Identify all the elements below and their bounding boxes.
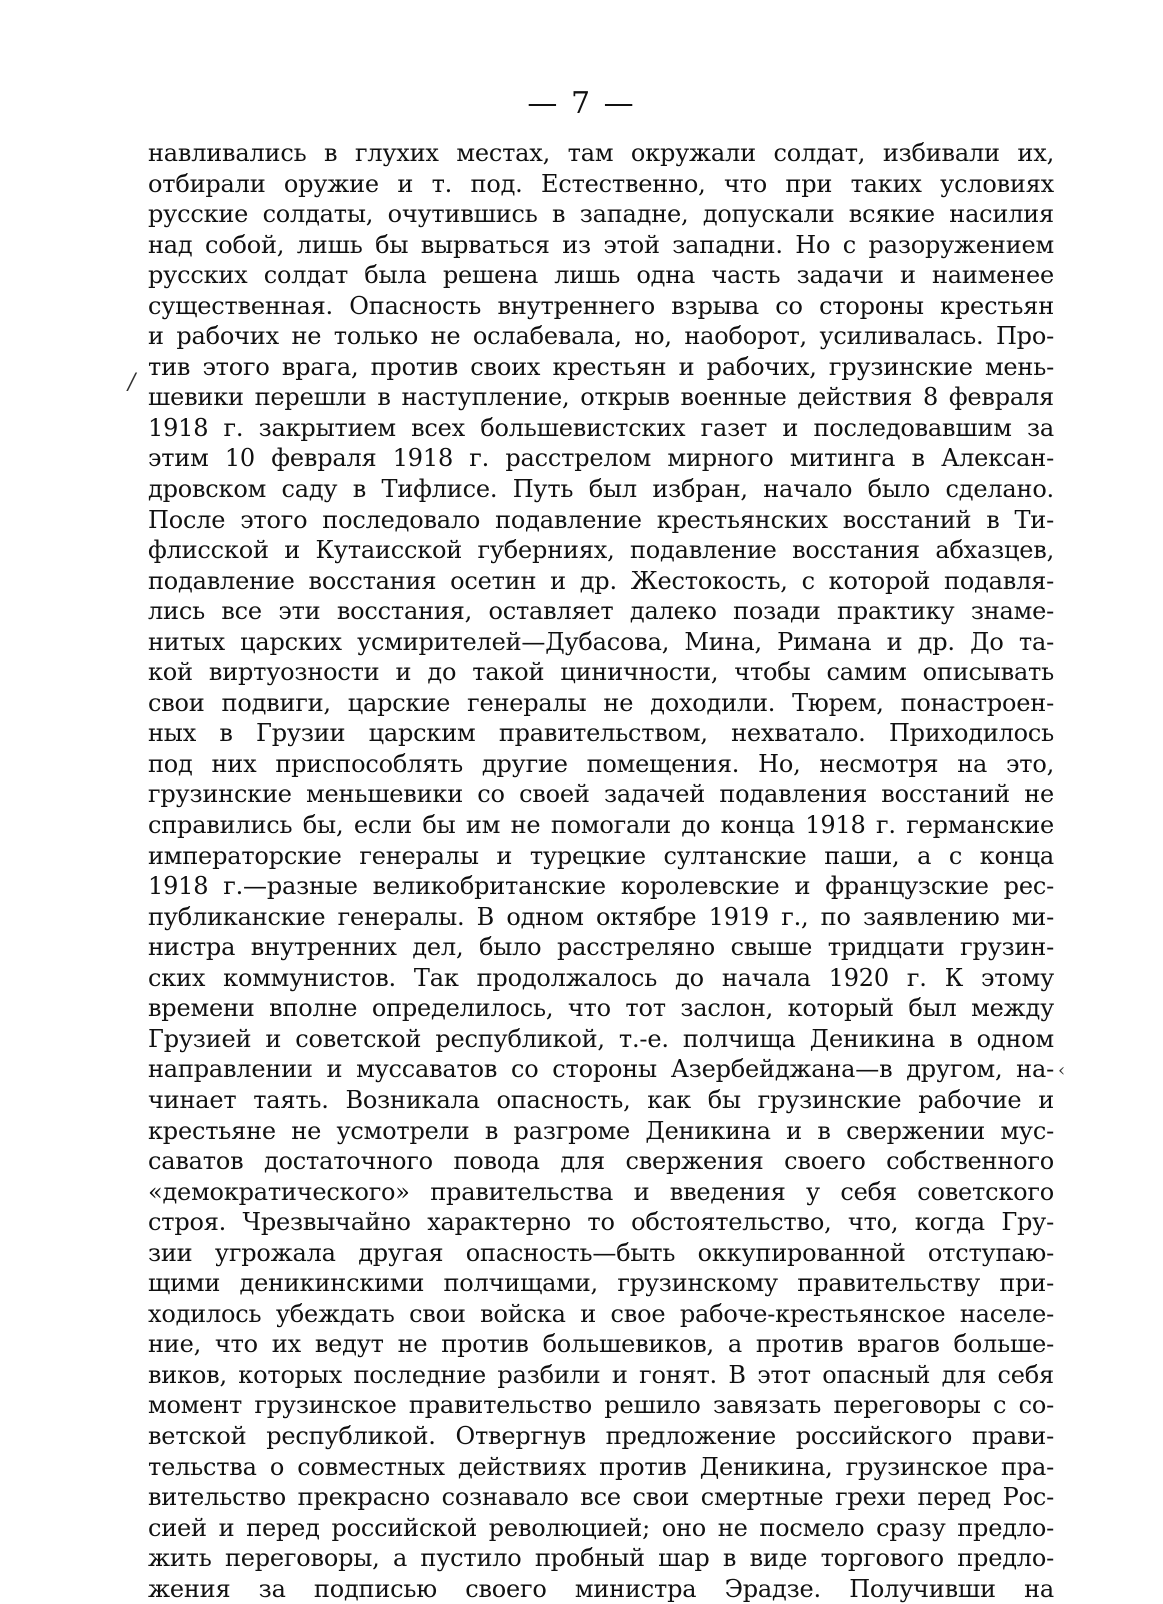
text-line: зии угрожала другая опасность—быть оккупированной отступаю- <box>148 1238 1054 1267</box>
text-line: над собой, лишь бы вырваться из этой западни. Но с разоружением <box>148 230 1054 259</box>
text-line: под них приспособлять другие помещения. Но, несмотря на это, <box>148 749 1054 778</box>
body-text <box>148 138 1054 1604</box>
text-line: чинает таять. Возникала опасность, как бы грузинские рабочие и <box>148 1085 1054 1114</box>
text-line: этим 10 февраля 1918 г. расстрелом мирного митинга в Алексан- <box>148 444 1054 473</box>
text-line: сией и перед российской революцией; оно не посмело сразу предло- <box>148 1513 1054 1542</box>
text-line: направлении и муссаватов со стороны Азербейджана—в другом, на- <box>148 1055 1054 1084</box>
text-line: строя. Чрезвычайно характерно то обстоятельство, что, когда Гру- <box>148 1208 1054 1237</box>
text-line: лись все эти восстания, оставляет далеко позади практику знаме- <box>148 597 1054 626</box>
text-line: ских коммунистов. Так продолжалось до начала 1920 г. К этому <box>148 963 1054 992</box>
text-line: ние, что их ведут не против большевиков, а против врагов больше- <box>148 1330 1054 1359</box>
text-line: 1918 г.—разные великобританские королевские и французские рес- <box>148 872 1054 901</box>
margin-mark-left: / <box>128 370 136 395</box>
text-line: саватов достаточного повода для свержения своего собственного <box>148 1147 1054 1176</box>
text-line: шевики перешли в наступление, открыв военные действия 8 февраля <box>148 383 1054 412</box>
text-line: русские солдаты, очутившись в западне, допускали всякие насилия <box>148 200 1054 229</box>
text-line: виков, которых последние разбили и гонят. В этот опасный для себя <box>148 1360 1054 1389</box>
text-line: вительство прекрасно сознавало все свои смертные грехи перед Рос- <box>148 1483 1054 1512</box>
text-line: публиканские генералы. В одном октябре 1919 г., по заявлению ми- <box>148 902 1054 931</box>
text-line: и рабочих не только не ослабевала, но, наоборот, усиливалась. Про- <box>148 322 1054 351</box>
text-line: ных в Грузии царским правительством, нехватало. Приходилось <box>148 719 1054 748</box>
text-line: тив этого врага, против своих крестьян и рабочих, грузинские мень- <box>148 352 1054 381</box>
text-line: справились бы, если бы им не помогали до конца 1918 г. германские <box>148 811 1054 840</box>
text-line: Грузией и советской республикой, т.-е. полчища Деникина в одном <box>148 1024 1054 1053</box>
text-line: ходилось убеждать свои войска и свое рабоче-крестьянское населе- <box>148 1299 1054 1328</box>
text-line: отбирали оружие и т. под. Естественно, что при таких условиях <box>148 169 1054 198</box>
text-line: тельства о совместных действиях против Деникина, грузинское пра- <box>148 1452 1054 1481</box>
text-line: кой виртуозности и до такой циничности, чтобы самим описывать <box>148 658 1054 687</box>
text-line: свои подвиги, царские генералы не доходили. Тюрем, понастроен- <box>148 688 1054 717</box>
text-line: нистра внутренних дел, было расстреляно свыше тридцати грузин- <box>148 933 1054 962</box>
page-number: — 7 — <box>527 86 636 121</box>
text-line: флисской и Кутаисской губерниях, подавление восстания абхазцев, <box>148 536 1054 565</box>
text-line: нитых царских усмирителей—Дубасова, Мина, Римана и др. До та- <box>148 627 1054 656</box>
text-line: После этого последовало подавление крестьянских восстаний в Ти- <box>148 505 1054 534</box>
text-line: жить переговоры, а пустило пробный шар в виде торгового предло- <box>148 1544 1054 1573</box>
text-line: дровском саду в Тифлисе. Путь был избран, начало было сделано. <box>148 475 1054 504</box>
text-line: грузинские меньшевики со своей задачей подавления восстаний не <box>148 780 1054 809</box>
text-line: времени вполне определилось, что тот заслон, который был между <box>148 994 1054 1023</box>
text-line: «демократического» правительства и введения у себя советского <box>148 1177 1054 1206</box>
text-line: ветской республикой. Отвергнув предложение российского прави- <box>148 1421 1054 1450</box>
text-line: жения за подписью своего министра Эрадзе. Получивши на <box>148 1574 1054 1603</box>
text-line: императорские генералы и турецкие султанские паши, а с конца <box>148 841 1054 870</box>
text-line: существенная. Опасность внутреннего взрыва со стороны крестьян <box>148 291 1054 320</box>
text-line: 1918 г. закрытием всех большевистских газет и последовавшим за <box>148 413 1054 442</box>
text-line: русских солдат была решена лишь одна часть задачи и наименее <box>148 261 1054 290</box>
margin-mark-right: ‹ <box>1058 1060 1066 1081</box>
text-line: щими деникинскими полчищами, грузинскому правительству при- <box>148 1269 1054 1298</box>
text-line: крестьяне не усмотрели в разгроме Деникина и в свержении мус- <box>148 1116 1054 1145</box>
text-line: подавление восстания осетин и др. Жестокость, с которой подавля- <box>148 566 1054 595</box>
text-line: момент грузинское правительство решило завязать переговоры с со- <box>148 1391 1054 1420</box>
text-line: навливались в глухих местах, там окружали солдат, избивали их, <box>148 139 1054 167</box>
